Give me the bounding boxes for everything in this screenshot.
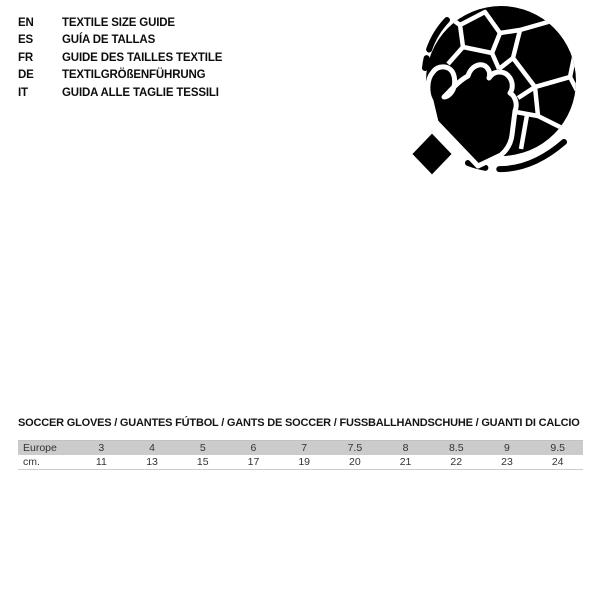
language-label: GUIDE DES TAILLES TEXTILE	[62, 51, 223, 64]
size-cell: 24	[551, 456, 564, 468]
size-cell: 13	[146, 456, 158, 468]
glove-hand-icon	[409, 65, 516, 178]
size-cell: 20	[349, 456, 361, 468]
language-code: DE	[18, 69, 34, 82]
size-table-title: SOCCER GLOVES / GUANTES FÚTBOL / GANTS DE SOCCER / FUSSBALLHANDSCHUHE / GUANTI DI CALCIO	[18, 417, 580, 429]
size-cell: 19	[298, 456, 310, 468]
language-row-en	[18, 14, 222, 32]
language-list	[18, 14, 222, 102]
language-label: GUÍA DE TALLAS	[62, 34, 156, 47]
size-cell: 9	[504, 442, 510, 454]
size-cell: 4	[149, 442, 155, 454]
language-row-de	[18, 67, 222, 85]
language-label: GUIDA ALLE TAGLIE TESSILI	[62, 86, 219, 99]
size-cell: 5	[199, 442, 206, 454]
size-cell: 6	[250, 442, 257, 454]
language-row-it	[18, 84, 222, 102]
size-cell: 9.5	[550, 442, 565, 454]
language-code: FR	[18, 51, 34, 64]
size-cell: 11	[95, 456, 107, 468]
size-cell: 21	[399, 456, 412, 468]
size-cell: 3	[98, 442, 105, 454]
table-row-europe	[18, 441, 583, 455]
size-cell: 7.5	[347, 442, 363, 454]
goalkeeper-glove-ball-icon	[398, 0, 590, 200]
size-cell: 8.5	[448, 442, 464, 454]
language-code: ES	[18, 34, 34, 47]
size-table	[18, 440, 583, 470]
language-label: TEXTILE SIZE GUIDE	[62, 16, 175, 29]
language-row-es	[18, 32, 222, 50]
size-cell: 7	[301, 442, 308, 454]
language-row-fr	[18, 49, 222, 67]
language-code: EN	[18, 16, 34, 29]
size-cell: 22	[450, 456, 463, 468]
size-cell: 23	[501, 456, 513, 468]
language-code: IT	[18, 86, 28, 99]
table-row-cm	[18, 455, 583, 469]
size-cell: 17	[247, 456, 260, 468]
row-label-europe: Europe	[23, 442, 57, 454]
size-cell: 8	[402, 442, 409, 454]
size-cell: 15	[196, 456, 209, 468]
row-label-cm: cm.	[23, 456, 40, 468]
language-label: TEXTILGRÖßENFÜHRUNG	[62, 69, 206, 82]
